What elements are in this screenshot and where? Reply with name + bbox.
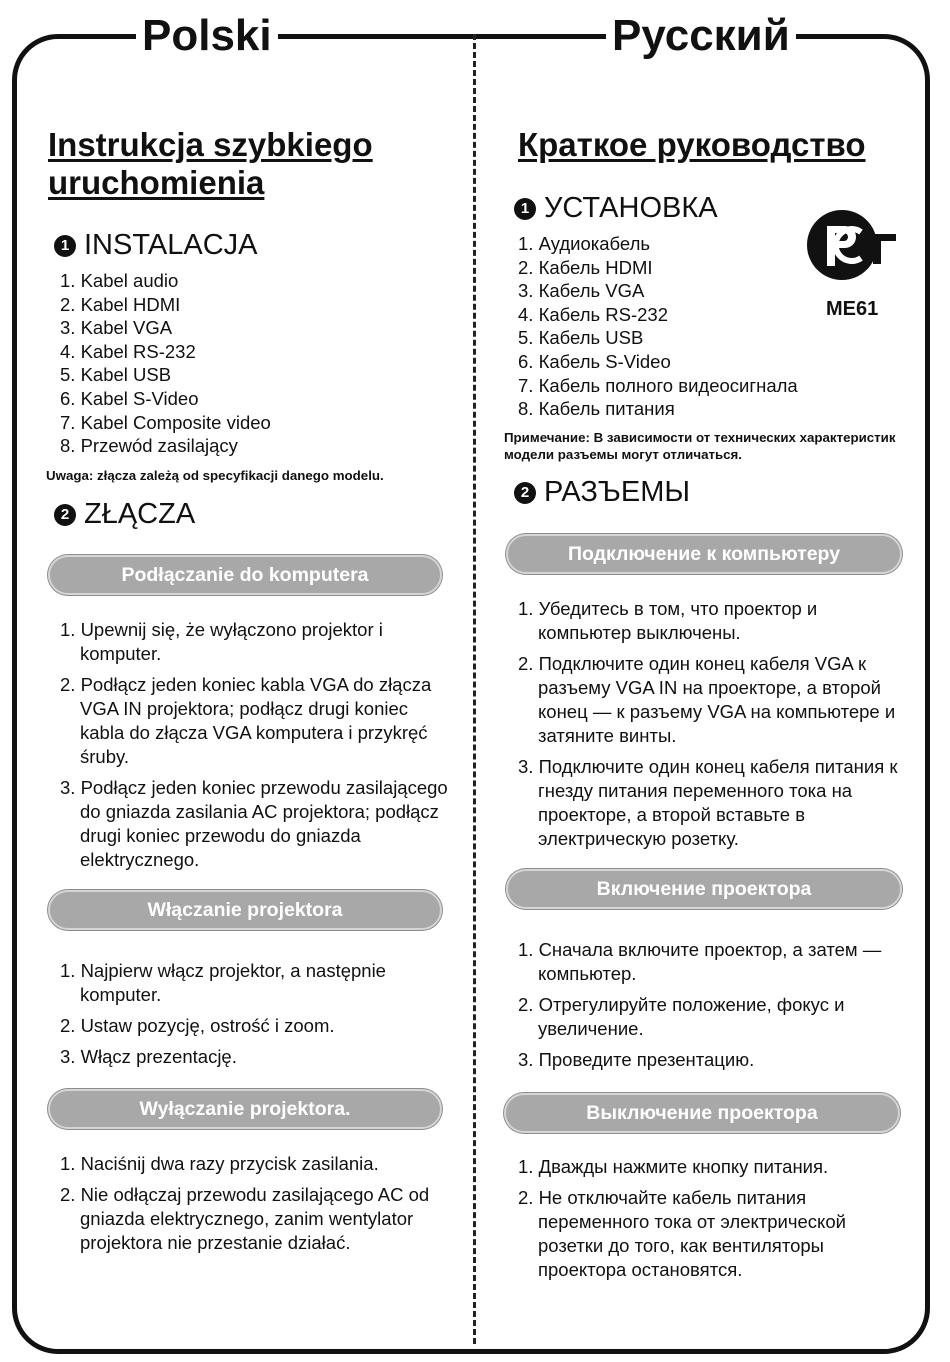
russian-connect-banner: Подключение к компьютеру bbox=[506, 534, 902, 574]
polish-power-on-steps bbox=[60, 959, 450, 1076]
polish-install-list bbox=[60, 269, 271, 458]
polish-install-note: Uwaga: złącza zależą od specyfikacji danego modelu. bbox=[46, 468, 384, 483]
list-item: 3. Podłącz jeden koniec przewodu zasilającego do gniazda zasilania AC projektora; podłącz drugi koniec przewodu do gniazda elektrycznego. bbox=[60, 777, 448, 870]
list-item: 4. Кабель RS-232 bbox=[518, 303, 668, 325]
russian-title: Краткое руководство bbox=[518, 126, 866, 163]
list-item: 7. Кабель полного видеосигнала bbox=[518, 374, 798, 396]
polish-title bbox=[48, 126, 373, 202]
russian-connect-steps bbox=[518, 597, 909, 858]
polish-connect-banner: Podłączanie do komputera bbox=[48, 555, 442, 595]
list-item: 1. Najpierw włącz projektor, a następnie komputer. bbox=[60, 960, 386, 1005]
list-item: 2. Кабель HDMI bbox=[518, 256, 653, 278]
polish-connect-steps bbox=[60, 618, 450, 879]
number-two-icon: 2 bbox=[54, 504, 76, 526]
number-one-icon: 1 bbox=[514, 198, 536, 220]
list-item: 2. Podłącz jeden koniec kabla VGA do złącza VGA IN projektora; podłącz drugi koniec kabla do złącza VGA komputera i przykręć śruby. bbox=[60, 674, 432, 767]
pct-certification-logo-icon bbox=[805, 208, 897, 282]
list-item: 3. Подключите один конец кабеля питания к гнезду питания переменного тока на проекторе, а второй вставьте в электрическую розетку. bbox=[518, 756, 898, 849]
list-item: 3. Кабель VGA bbox=[518, 280, 645, 302]
list-item: 1. Сначала включите проектор, а затем — компьютер. bbox=[518, 939, 882, 984]
polish-connectors-heading bbox=[54, 498, 195, 531]
column-divider bbox=[473, 34, 476, 1344]
list-item: 1. Убедитесь в том, что проектор и компьютер выключены. bbox=[518, 598, 818, 643]
list-item: 8. Przewód zasilający bbox=[60, 435, 238, 457]
number-one-icon: 1 bbox=[54, 235, 76, 257]
russian-connectors-heading bbox=[514, 476, 690, 509]
russian-connectors-heading-text: РАЗЪЕМЫ bbox=[544, 476, 691, 508]
russian-power-on-banner: Включение проектора bbox=[506, 869, 902, 909]
list-item: 4. Kabel RS-232 bbox=[60, 340, 196, 362]
polish-power-off-steps bbox=[60, 1152, 450, 1262]
russian-power-off-steps bbox=[518, 1155, 909, 1289]
polish-language-label: Polski bbox=[136, 10, 278, 62]
list-item: 2. Ustaw pozycję, ostrość i zoom. bbox=[60, 1015, 335, 1036]
list-item: 7. Kabel Composite video bbox=[60, 411, 271, 433]
list-item: 2. Kabel HDMI bbox=[60, 293, 181, 315]
russian-install-heading bbox=[514, 192, 718, 225]
list-item: 3. Проведите презентацию. bbox=[518, 1049, 755, 1070]
list-item: 2. Не отключайте кабель питания переменного тока от электрической розетки до того, как вентиляторы проектора остановятся. bbox=[518, 1187, 846, 1280]
russian-install-list bbox=[518, 232, 798, 421]
list-item: 1. Upewnij się, że wyłączono projektor i komputer. bbox=[60, 619, 383, 664]
russian-language-label: Русский bbox=[606, 10, 796, 62]
polish-title-line1: Instrukcja szybkiego bbox=[48, 126, 373, 163]
list-item: 5. Kabel USB bbox=[60, 364, 172, 386]
list-item: 1. Аудиокабель bbox=[518, 233, 651, 254]
list-item: 5. Кабель USB bbox=[518, 327, 644, 349]
polish-power-off-banner: Wyłączanie projektora. bbox=[48, 1089, 442, 1129]
list-item: 2. Подключите один конец кабеля VGA к разъему VGA IN на проекторе, а второй конец — к разъему VGA на компьютере и затяните винты. bbox=[518, 653, 896, 746]
certification-code: ME61 bbox=[826, 298, 879, 320]
polish-install-heading bbox=[54, 229, 258, 262]
list-item: 2. Nie odłączaj przewodu zasilającego AC od gniazda elektrycznego, zanim wentylator projektora nie przestanie działać. bbox=[60, 1184, 430, 1253]
polish-power-on-banner: Włączanie projektora bbox=[48, 890, 442, 930]
polish-title-line2: uruchomienia bbox=[48, 164, 265, 201]
list-item: 6. Кабель S-Video bbox=[518, 350, 671, 372]
polish-install-heading-text: INSTALACJA bbox=[84, 229, 258, 261]
list-item: 3. Włącz prezentację. bbox=[60, 1046, 237, 1067]
list-item: 6. Kabel S-Video bbox=[60, 387, 199, 409]
russian-install-heading-text: УСТАНОВКА bbox=[544, 192, 718, 224]
list-item: 2. Отрегулируйте положение, фокус и увеличение. bbox=[518, 994, 845, 1039]
polish-connectors-heading-text: ZŁĄCZA bbox=[84, 498, 196, 530]
list-item: 3. Kabel VGA bbox=[60, 317, 173, 339]
list-item: 8. Кабель питания bbox=[518, 398, 675, 420]
number-two-icon: 2 bbox=[514, 482, 536, 504]
russian-power-off-banner: Выключение проектора bbox=[504, 1093, 900, 1133]
list-item: 1. Naciśnij dwa razy przycisk zasilania. bbox=[60, 1153, 379, 1174]
list-item: 1. Kabel audio bbox=[60, 270, 179, 291]
russian-power-on-steps bbox=[518, 938, 909, 1079]
list-item: 1. Дважды нажмите кнопку питания. bbox=[518, 1156, 829, 1177]
russian-install-note: Примечание: В зависимости от технических характеристик модели разъемы могут отличаться. bbox=[504, 430, 896, 462]
